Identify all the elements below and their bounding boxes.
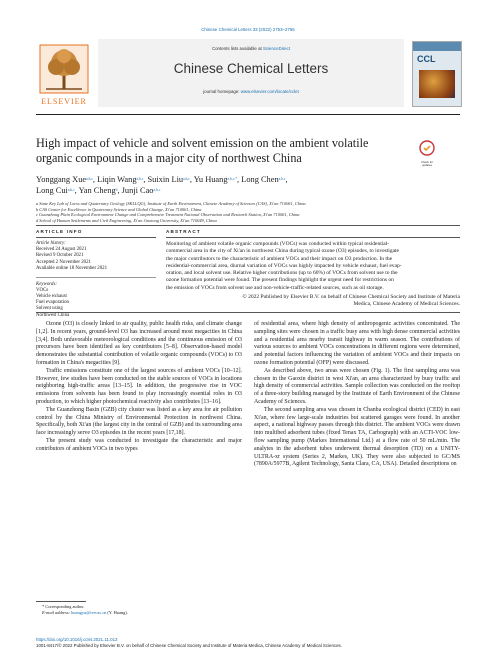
authors-line-1 — [36, 175, 456, 185]
affiliation-a: a State Key Lab of Loess and Quaternary Geology (SKLLQG), Institute of Earth Environment, Chinese Academy of Sciences (CAS), Xi'an 710061, China — [36, 201, 306, 206]
divider-top — [36, 225, 460, 226]
author-affiliation-marks[interactable]: a,b,c,* — [227, 177, 238, 181]
author-affiliation-marks[interactable]: a,b,c — [86, 177, 93, 181]
journal-name: Chinese Chemical Letters — [173, 61, 329, 76]
page-footer — [36, 637, 460, 648]
abstract-heading: ABSTRACT — [166, 229, 201, 234]
email-suffix: (Y. Huang). — [106, 609, 128, 615]
author-separator: , — [285, 175, 288, 184]
author-affiliation-marks[interactable]: d — [115, 188, 118, 192]
author-name: Long Chen — [241, 175, 279, 184]
email-label: E-mail address: — [42, 609, 72, 615]
history-revised: Revised 9 October 2021 — [36, 253, 84, 259]
masthead-rule — [36, 114, 460, 115]
footnote — [36, 604, 242, 615]
title-line-1: High impact of vehicle and solvent emission on the ambient volatile — [36, 136, 369, 150]
body-paragraph: The present study was conducted to investigate the characteristic and major contributors of ambient VOCs in two types — [36, 437, 242, 452]
footnote-rule — [36, 601, 86, 602]
abstract-line: Monitoring of ambient volatile organic compounds (VOCs) was conducted within typical residential- — [166, 241, 390, 247]
running-header: Chinese Chemical Letters 33 (2022) 2753–2756 — [201, 27, 295, 32]
author-name: Liqin Wang — [97, 175, 137, 184]
author-separator: , — [92, 175, 98, 184]
contents-prefix: Contents lists available at — [211, 46, 263, 51]
keyword-item: Solvent using — [36, 306, 63, 312]
elsevier-tree-icon — [36, 41, 92, 97]
homepage-line — [98, 89, 404, 95]
keywords-label: Keywords: — [36, 281, 58, 287]
keyword-item: Fuel evaporation — [36, 300, 70, 306]
elsevier-logo — [36, 41, 92, 107]
masthead — [36, 39, 460, 109]
body-paragraph: The second sampling area was chosen in Chanba ecological district (CED) in east Xi'an, where few large-scale industries but scattered garages were found. In another aspect, a national highway passes through this district. The ambient VOCs were drawn into multibed adsorbent tubes (fixed Tenax TA, Carbograph) with an ACTI-VOC low-flow sampling pump (Markes International Ltd.) at a flow rate of 50 mL/min. The analytes in the adsorbent tubes underwent thermal desorption (TD) on a UNITY-ULTRA-xr system (Series 2, Markes, UK). They were also subjected to GC/MS (7890A/5977B, Agilent Technology, Santa Clara, CA, USA). Detailed descriptions on — [254, 406, 460, 468]
article-title — [36, 136, 406, 165]
history-label: Article history: — [36, 241, 66, 246]
author-name: Yonggang Xue — [36, 175, 87, 184]
check-for-updates-badge[interactable] — [416, 140, 438, 166]
author-affiliation-marks[interactable]: a,b,c — [183, 177, 190, 181]
affiliations — [36, 201, 460, 223]
abstract-line: residential-commercial area, diurnal variation of VOCs was highly impacted by vehicle exhaust, fuel evap- — [166, 262, 402, 269]
keyword-item: Northwest China — [36, 312, 70, 318]
title-line-2: organic compounds in a major city of northwest China — [36, 150, 302, 165]
history-accepted: Accepted 2 November 2021 — [36, 259, 92, 265]
author-separator: , — [117, 186, 122, 195]
divider-abstract — [166, 237, 460, 238]
divider-info — [36, 237, 156, 238]
affiliation-b: b CAS Center for Excellence in Quaternary Science and Global Change, Xi'an 710061, China — [36, 206, 202, 212]
article-info-heading: ARTICLE INFO — [36, 229, 83, 234]
author-separator: , — [143, 175, 148, 184]
body-paragraph: Traffic emissions constitute one of the largest sources of ambient VOCs [10–12]. However, few studies have been conducted on the stable sources of VOCs in locations neighboring high-traffic areas [13–15]. In addition, the progressive rise in VOC emissions from solvents has been found to play increasingly essential roles in O3 production, to which higher photochemical reactivity also contributes [13–16]. — [36, 367, 242, 405]
author-separator: , — [189, 175, 194, 184]
masthead-band — [98, 39, 404, 107]
email-link[interactable]: huangyu@ieecas.cn — [71, 609, 107, 615]
abstract-copyright-1: © 2022 Published by Elsevier B.V. on behalf of Chinese Chemical Society and Institute of Materia — [242, 294, 460, 301]
affiliation-c: c Guanzhong Plain Ecological Environment Change and Comprehensive Treatment National Observation and Research Station, Xi'an 710061, China — [36, 212, 300, 218]
check-updates-label: Check for updates — [421, 160, 433, 167]
cover-title: CCL — [417, 54, 436, 64]
body-paragraph: As described above, two areas were chosen (Fig. 1). The first sampling area was chosen in the Gaoxin district in west Xi'an, an area characterized by busy traffic and high density of commercial activities. Sample collection was conducted on the rooftop of a three-story building managed by the Institute of Earth Environment of the Chinese Academy of Sciences. — [254, 367, 460, 405]
author-name: Yu Huang — [193, 175, 228, 184]
abstract-line: oration, and local solvent use. Relative higher contributions (up to 60%) of VOCs from solvent use to the — [166, 270, 398, 277]
homepage-link[interactable]: www.elsevier.com/locate/cclet — [240, 89, 299, 94]
author-name: Junji Cao — [121, 186, 154, 195]
footer-copyright: 1001-8417/© 2022 Published by Elsevier B.V. on behalf of Chinese Chemical Society and Institute of Materia Medica, Chinese Academy of Medical Sciences. — [36, 642, 342, 648]
sciencedirect-link[interactable]: ScienceDirect — [262, 46, 291, 51]
keyword-item: Vehicle exhaust — [36, 294, 67, 300]
authors-line-2 — [36, 186, 456, 196]
publisher-name: ELSEVIER — [41, 97, 87, 106]
author-affiliation-marks[interactable]: a,b,c — [136, 177, 144, 181]
article-info — [36, 241, 156, 319]
author-name: Suixin Liu — [147, 175, 184, 184]
author-affiliation-marks[interactable]: a,b,c — [153, 188, 161, 192]
abstract-line: the emission of VOCs from solvent use and non-vehicle-traffic-related sources, such as oil storage. — [166, 284, 384, 291]
author-affiliation-marks[interactable]: a,b,c — [278, 177, 286, 181]
doi-link[interactable]: https://doi.org/10.1016/j.cclet.2021.11.013 — [36, 637, 118, 642]
body-paragraph: of residential area, where high density of anthropogenic activities concentrated. The sampling sites were chosen in a traffic busy area with high dense commercial activities and a residential area nearby transit highway in warm season. The contributions of various sources to ambient VOCs concentrations in different regions were determined, and potential factors influencing the variation of ambient VOCs and their impacts on ozone formation potential (OFP) were discussed. — [254, 321, 460, 366]
abstract-line: the major contributors to the characteristic of ambient VOCs and their impact on O3 production. In the — [166, 255, 393, 262]
body-column-right — [254, 321, 460, 469]
author-separator: , — [74, 186, 79, 195]
author-separator: , — [237, 175, 242, 184]
corresponding-author: * Corresponding author. — [42, 604, 85, 609]
author-name: Long Cui — [36, 186, 68, 195]
author-name: Yan Cheng — [78, 186, 116, 195]
body-column-left — [36, 321, 242, 454]
affiliation-d: d School of Human Settlements and Civil Engineering, Xi'an Jiaotong University, Xi'an 710049, China — [36, 217, 217, 223]
author-affiliation-marks[interactable]: a,b,c — [67, 188, 75, 192]
body-paragraph: Ozone (O3) is closely linked to air quality, public health risks, and climate change [1,2]. In recent years, ground-level O3 has increased around most megacities in China [3,4]. Both unfavorable meteorological conditions and the continuous emission of O3 precursors have been identified as key contributors [5–8]. Observation-based model demonstrates the substantial contribution of volatile organic compounds (VOCs) to O3 formation in China's megacities [9]. — [36, 321, 242, 366]
body-paragraph: The Guanzhong Basin (GZB) city cluster was listed as a key area for air pollution control by the China Ministry of Environmental Protection in northwest China. Specifically, both Xi'an (the largest city in the central of GZB) and its surrounding area face increasingly serve O3 episodes in the recent years [17,18]. — [36, 406, 242, 437]
keyword-item: VOCs — [36, 287, 49, 293]
abstract-line: commercial area in the city of Xi'an in northwest China during typical ozone (O3) episodes, to investigate — [166, 248, 399, 255]
check-for-updates-icon — [419, 140, 435, 156]
divider-bottom — [36, 312, 460, 313]
history-online: Available online 18 November 2021 — [36, 265, 108, 271]
contents-line — [98, 46, 404, 52]
abstract-body — [166, 241, 460, 309]
abstract-copyright-2: Medica, Chinese Academy of Medical Sciences. — [353, 301, 460, 308]
history-received: Received 24 August 2021 — [36, 247, 87, 253]
journal-cover — [412, 41, 462, 107]
abstract-line: ozone formation potential were found. The present findings highlight the urgent need for restrictions on — [166, 277, 394, 284]
homepage-prefix: journal homepage: — [203, 89, 241, 94]
